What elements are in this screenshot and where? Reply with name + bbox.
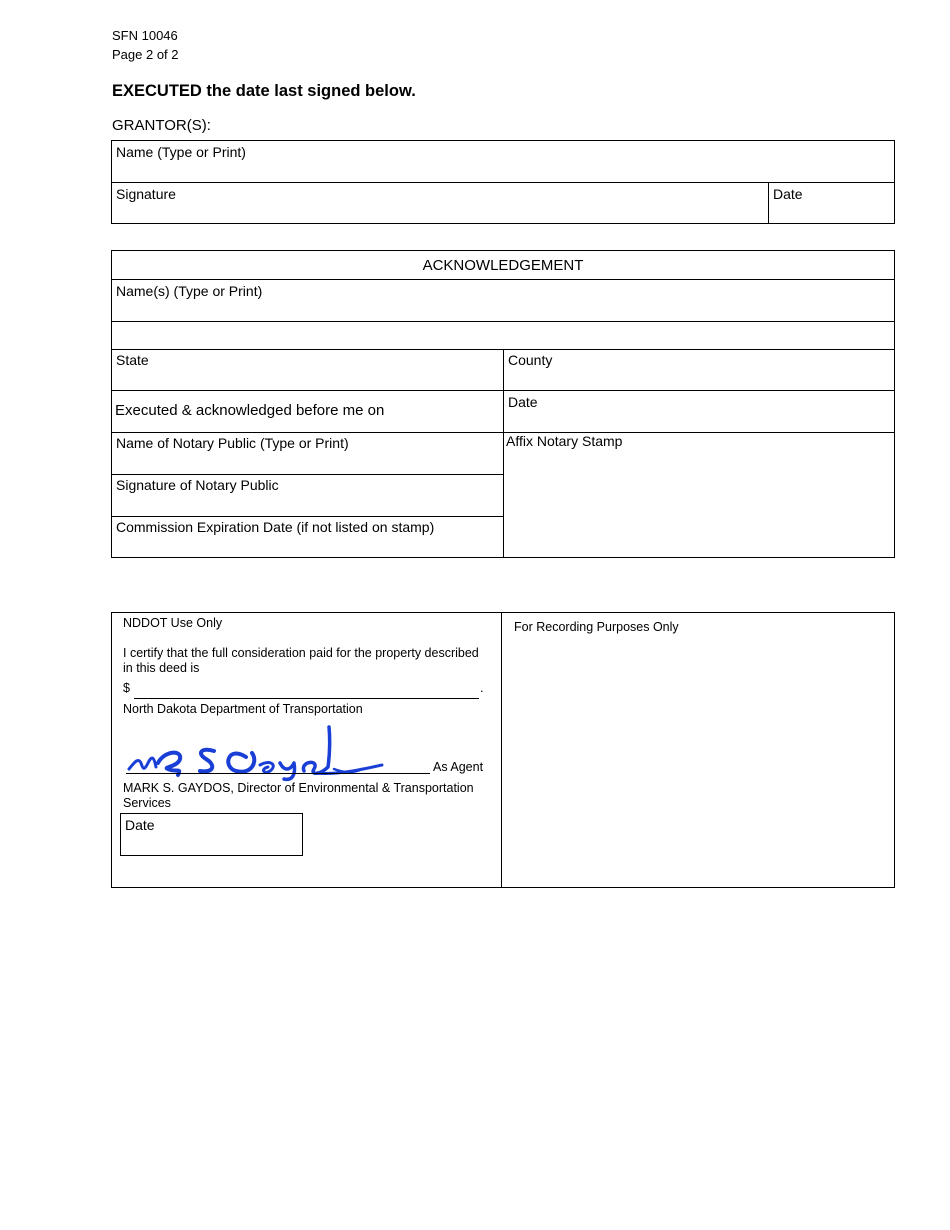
grantor-signature-field[interactable]: Signature bbox=[116, 186, 176, 202]
as-agent-label: As Agent bbox=[433, 760, 484, 774]
signature-strokes bbox=[129, 727, 382, 779]
notary-signature-field[interactable]: Signature of Notary Public bbox=[116, 477, 279, 493]
amount-period: . bbox=[480, 681, 484, 695]
ack-date-field[interactable]: Date bbox=[508, 394, 538, 410]
acknowledgement-table bbox=[111, 250, 895, 558]
grantor-name-field[interactable]: Name (Type or Print) bbox=[116, 144, 246, 160]
certify-text: I certify that the full consideration paid for the property described in this deed is bbox=[123, 646, 479, 675]
ack-executed-field[interactable]: Executed & acknowledged before me on bbox=[115, 402, 385, 419]
signer-name: MARK S. GAYDOS, Director of Environmental & Transportation Services bbox=[123, 781, 474, 810]
nddot-date-box[interactable] bbox=[120, 813, 303, 856]
notary-name-field[interactable]: Name of Notary Public (Type or Print) bbox=[116, 435, 349, 451]
agent-signature-line[interactable] bbox=[126, 773, 430, 774]
page-number: Page 2 of 2 bbox=[112, 47, 179, 62]
nddot-recording-table bbox=[111, 612, 895, 888]
department-name: North Dakota Department of Transportation bbox=[123, 702, 363, 716]
ack-county-field[interactable]: County bbox=[508, 352, 553, 368]
recording-purposes-label: For Recording Purposes Only bbox=[514, 620, 679, 634]
nddot-date-label: Date bbox=[125, 817, 155, 833]
agent-signature bbox=[124, 723, 394, 785]
grantor-date-field[interactable]: Date bbox=[773, 186, 803, 202]
commission-expiration-field[interactable]: Commission Expiration Date (if not listed on stamp) bbox=[116, 519, 435, 535]
acknowledgement-title: ACKNOWLEDGEMENT bbox=[422, 257, 584, 274]
ack-names-field[interactable]: Name(s) (Type or Print) bbox=[116, 283, 263, 299]
form-number: SFN 10046 bbox=[112, 28, 178, 43]
dollar-sign: $ bbox=[123, 681, 130, 695]
consideration-amount-line[interactable] bbox=[134, 698, 479, 699]
grantor-heading: GRANTOR(S): bbox=[112, 117, 211, 134]
executed-heading: EXECUTED the date last signed below. bbox=[112, 82, 416, 100]
nddot-use-only-label: NDDOT Use Only bbox=[123, 616, 223, 630]
grantor-table bbox=[111, 140, 895, 224]
notary-stamp-area: Affix Notary Stamp bbox=[506, 433, 623, 449]
ack-state-field[interactable]: State bbox=[116, 352, 149, 368]
